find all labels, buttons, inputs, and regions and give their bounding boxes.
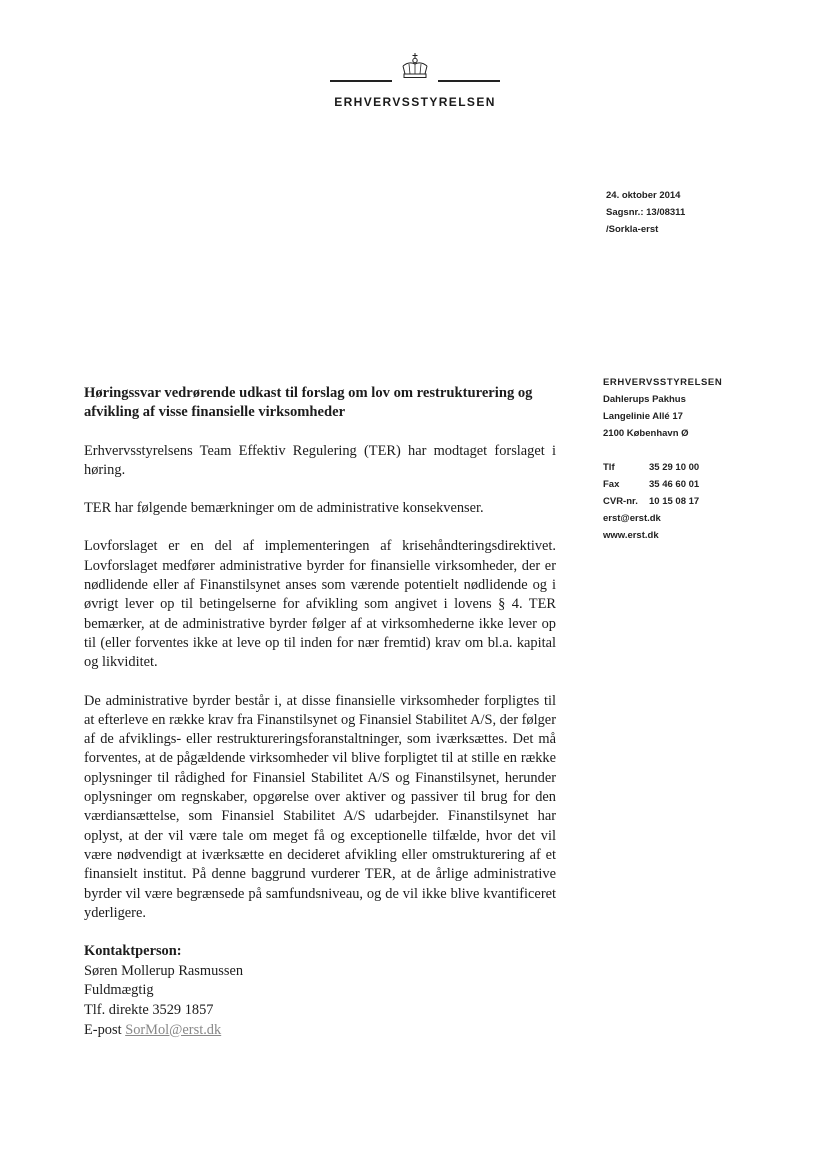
letter-paragraph-3: Lovforslaget er en del af implementeringen af krisehåndteringsdirektivet. Lovforslaget medfører administrative byrder for finansielle virksomheder, der er nødlidende eller af Finanstilsynet anses som værende potentielt nødlidende og i øvrigt lever op til betingelserne for afvikling som angivet i lovens § 4. TER bemærker, at de administrative byrder følger af at virksomhederne ikke lever op til (eller forventes ikke at leve op til inden for nær fremtid) krav om bl.a. kapital og likviditet. (84, 538, 556, 671)
letter-paragraph-4: De administrative byrder består i, at disse finansielle virksomheder forpligtes til at efterleve en række krav fra Finanstilsynet og Finansiel Stabilitet A/S, der følger af de afviklings- eller restruktureringsforanstaltninger, som iværksættes. Det må forventes, at de pågældende virksomheder vil blive forpligtet til at stille en række oplysninger til rådighed for Finansiel Stabilitet A/S og Finanstilsynet, herunder oplysninger om regnskaber, opgørelse over aktiver og passiver til brug for den værdiansættelse, som Finansiel Stabilitet A/S udarbejder. Finanstilsynet har oplyst, at der vil være tale om meget få og exceptionelle tilfælde, hvor det vil være nødvendigt at iværksætte en decideret afvikling eller omstrukturering af et finansielt institut. På denne baggrund vurderer TER, at de årlige administrative byrder vil være begrænsede på samfundsniveau, og de vil ikke blive kvantificeret yderligere. (84, 692, 556, 921)
letter-paragraph-1: Erhvervsstyrelsens Team Effektiv Regulering (TER) har modtaget forslaget i høring. (84, 442, 556, 478)
case-number: Sagsnr.: 13/08311 (606, 207, 686, 218)
sidebar-email: erst@erst.dk (603, 513, 661, 524)
letter-date: 24. oktober 2014 (606, 190, 681, 201)
contact-title: Kontaktperson: (84, 943, 182, 960)
sidebar-cvr (603, 493, 722, 510)
sender-sidebar (603, 374, 722, 544)
letter-heading: Høringssvar vedrørende udkast til forslag om lov om restrukturering og afvikling af visse finansielle virksomheder (84, 385, 533, 421)
contact-name: Søren Mollerup Rasmussen (84, 962, 244, 979)
contact-email-label: E-post (84, 1021, 122, 1038)
sidebar-website: www.erst.dk (603, 530, 659, 541)
sidebar-phone (603, 459, 722, 476)
letterhead-rule-left (330, 80, 392, 82)
contact-block (84, 942, 556, 1040)
crown-logo-icon (395, 52, 435, 82)
letter-paragraph-2: TER har følgende bemærkninger om de administrative konsekvenser. (84, 500, 484, 517)
reference: /Sorkla-erst (606, 224, 659, 235)
sidebar-address-1: Dahlerups Pakhus (603, 394, 686, 405)
sidebar-org-name: ERHVERVSSTYRELSEN (603, 377, 723, 388)
letterhead (330, 52, 500, 109)
contact-role: Fuldmægtig (84, 982, 154, 999)
phone-label: Tlf (603, 462, 615, 473)
fax-label: Fax (603, 479, 620, 490)
sidebar-fax (603, 476, 722, 493)
phone-value: 35 29 10 00 (649, 462, 700, 473)
letterhead-org-name: ERHVERVSSTYRELSEN (334, 95, 496, 109)
cvr-value: 10 15 08 17 (649, 496, 700, 507)
contact-phone: Tlf. direkte 3529 1857 (84, 1001, 214, 1018)
contact-email-link[interactable]: SorMol@erst.dk (125, 1021, 222, 1038)
sidebar-address-2: Langelinie Allé 17 (603, 411, 683, 422)
letter-body (84, 384, 556, 1040)
fax-value: 35 46 60 01 (649, 479, 700, 490)
contact-email-line (84, 1021, 556, 1041)
letter-meta (606, 187, 685, 238)
sidebar-address-3: 2100 København Ø (603, 428, 689, 439)
cvr-label: CVR-nr. (603, 496, 638, 507)
letterhead-rule-right (438, 80, 500, 82)
